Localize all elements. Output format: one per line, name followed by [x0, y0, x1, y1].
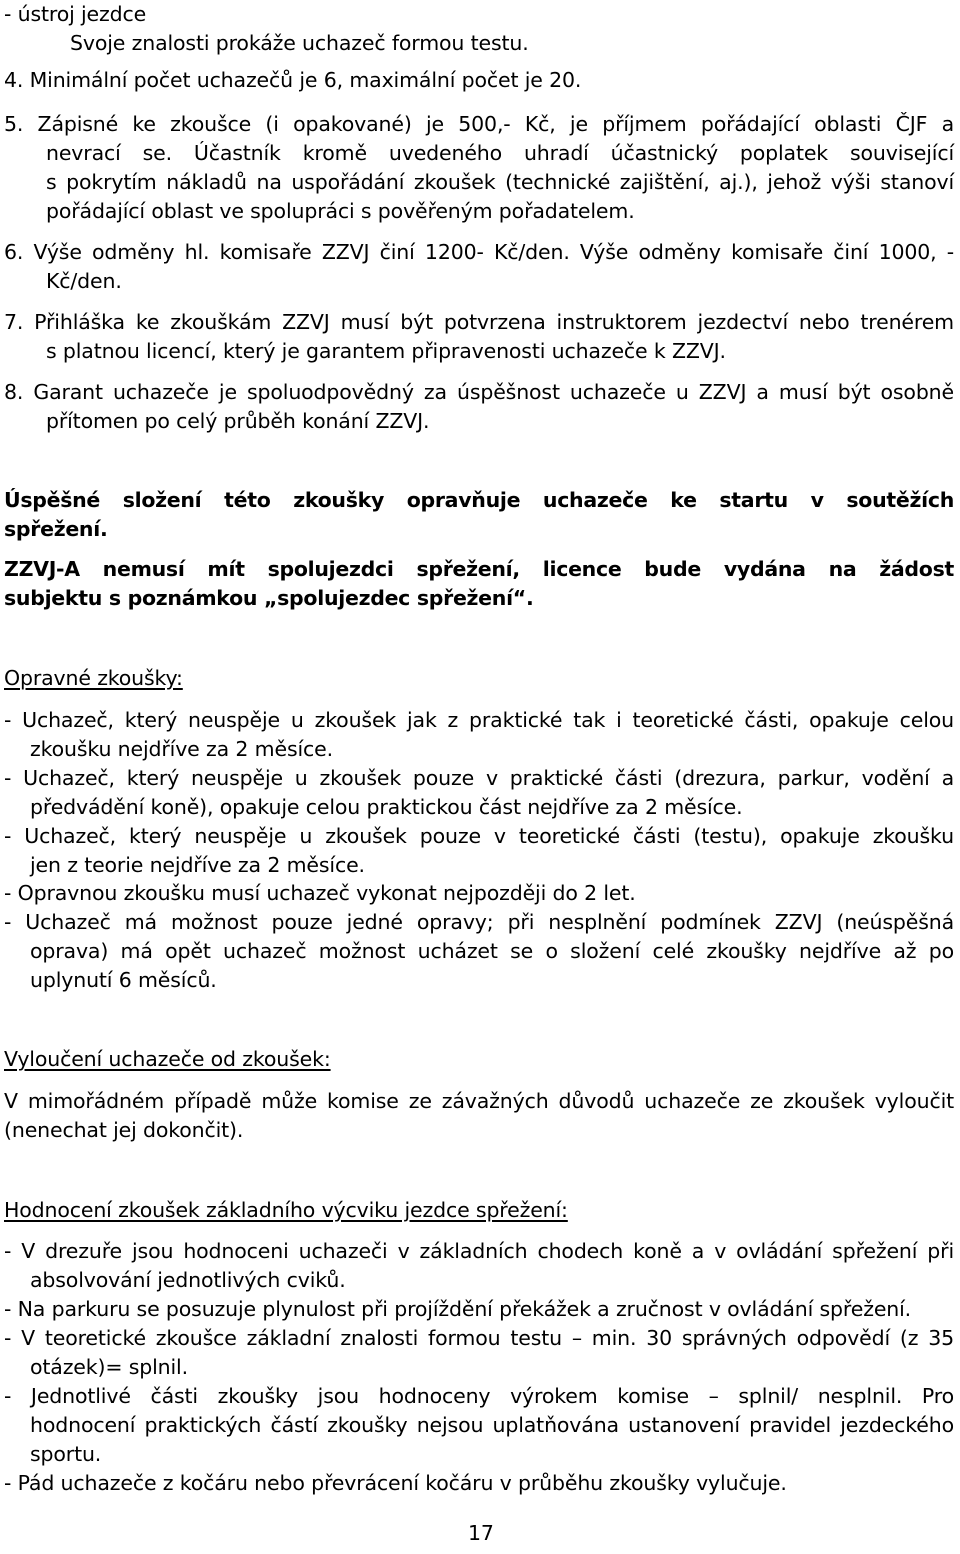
- list-item-ustroj: - ústroj jezdce: [4, 2, 147, 26]
- numbered-item-7-line1: 7. Přihláška ke zkouškám ZZVJ musí být potvrzena instruktorem jezdectví nebo trenérem: [4, 310, 954, 334]
- numbered-item-6-line1: 6. Výše odměny hl. komisaře ZZVJ činí 1200- Kč/den. Výše odměny komisaře činí 1000, -: [4, 240, 954, 264]
- vylouceni-line2: (nenechat jej dokončit).: [4, 1118, 244, 1142]
- hodnoceni-item-1-line1: - V drezuře jsou hodnoceni uchazeči v základních chodech koně a v ovládání spřežení při: [4, 1239, 954, 1263]
- hodnoceni-item-3-line1: - V teoretické zkoušce základní znalosti formou testu – min. 30 správných odpovědí (z 35: [4, 1326, 954, 1350]
- hodnoceni-item-5-line1: - Pád uchazeče z kočáru nebo převrácení kočáru v průběhu zkoušky vylučuje.: [4, 1471, 787, 1495]
- bold-note-2-line2: subjektu s poznámkou „spolujezdec spřežení“.: [4, 586, 534, 610]
- bold-note-2-line1: ZZVJ-A nemusí mít spolujezdci spřežení, licence bude vydána na žádost: [4, 557, 954, 581]
- bold-note-1-line2: spřežení.: [4, 517, 108, 541]
- numbered-item-7-line2: s platnou licencí, který je garantem připravenosti uchazeče k ZZVJ.: [46, 339, 726, 363]
- bold-note-1-line1: Úspěšné složení této zkoušky opravňuje uchazeče ke startu v soutěžích: [4, 488, 954, 512]
- section-heading-hodnoceni: Hodnocení zkoušek základního výcviku jezdce spřežení:: [4, 1198, 568, 1222]
- opravne-item-2-line2: předvádění koně), opakuje celou praktickou část nejdříve za 2 měsíce.: [30, 795, 743, 819]
- opravne-item-5-line3: uplynutí 6 měsíců.: [30, 968, 217, 992]
- hodnoceni-item-1-line2: absolvování jednotlivých cviků.: [30, 1268, 346, 1292]
- hodnoceni-item-2-line1: - Na parkuru se posuzuje plynulost při projíždění překážek a zručnost v ovládání spřežení.: [4, 1297, 912, 1321]
- hodnoceni-item-3-line2: otázek)= splnil.: [30, 1355, 188, 1379]
- numbered-item-8-line1: 8. Garant uchazeče je spoluodpovědný za úspěšnost uchazeče u ZZVJ a musí být osobně: [4, 380, 954, 404]
- opravne-item-5-line1: - Uchazeč má možnost pouze jedné opravy; při nesplnění podmínek ZZVJ (neúspěšná: [4, 910, 954, 934]
- test-note: Svoje znalosti prokáže uchazeč formou testu.: [70, 31, 529, 55]
- page-number: 17: [468, 1521, 494, 1545]
- numbered-item-5-line1: 5. Zápisné ke zkoušce (i opakované) je 500,- Kč, je příjmem pořádající oblasti ČJF a: [4, 112, 954, 136]
- hodnoceni-item-4-line1: - Jednotlivé části zkoušky jsou hodnoceny výrokem komise – splnil/ nesplnil. Pro: [4, 1384, 954, 1408]
- section-heading-vylouceni: Vyloučení uchazeče od zkoušek:: [4, 1047, 331, 1071]
- hodnoceni-item-4-line3: sportu.: [30, 1442, 102, 1466]
- numbered-item-4: 4. Minimální počet uchazečů je 6, maximální počet je 20.: [4, 68, 582, 92]
- opravne-item-3-line2: jen z teorie nejdříve za 2 měsíce.: [30, 853, 365, 877]
- numbered-item-5-line3: s pokrytím nákladů na uspořádání zkoušek (technické zajištění, aj.), jehož výši stanoví: [46, 170, 954, 194]
- opravne-item-2-line1: - Uchazeč, který neuspěje u zkoušek pouze v praktické části (drezura, parkur, vodění a: [4, 766, 954, 790]
- opravne-item-3-line1: - Uchazeč, který neuspěje u zkoušek pouze v teoretické části (testu), opakuje zkoušku: [4, 824, 954, 848]
- numbered-item-5-line2: nevrací se. Účastník kromě uvedeného uhradí účastnický poplatek související: [46, 141, 954, 165]
- opravne-item-1-line2: zkoušku nejdříve za 2 měsíce.: [30, 737, 333, 761]
- section-heading-opravne: Opravné zkoušky:: [4, 666, 183, 690]
- numbered-item-8-line2: přítomen po celý průběh konání ZZVJ.: [46, 409, 430, 433]
- numbered-item-5-line4: pořádající oblast ve spolupráci s pověřeným pořadatelem.: [46, 199, 635, 223]
- opravne-item-1-line1: - Uchazeč, který neuspěje u zkoušek jak z praktické tak i teoretické části, opakuje celou: [4, 708, 954, 732]
- numbered-item-6-line2: Kč/den.: [46, 269, 122, 293]
- hodnoceni-item-4-line2: hodnocení praktických částí zkoušky nejsou uplatňována ustanovení pravidel jezdeckého: [30, 1413, 954, 1437]
- vylouceni-line1: V mimořádném případě může komise ze závažných důvodů uchazeče ze zkoušek vyloučit: [4, 1089, 954, 1113]
- opravne-item-4-line1: - Opravnou zkoušku musí uchazeč vykonat nejpozději do 2 let.: [4, 881, 636, 905]
- opravne-item-5-line2: oprava) má opět uchazeč možnost ucházet se o složení celé zkoušky nejdříve až po: [30, 939, 954, 963]
